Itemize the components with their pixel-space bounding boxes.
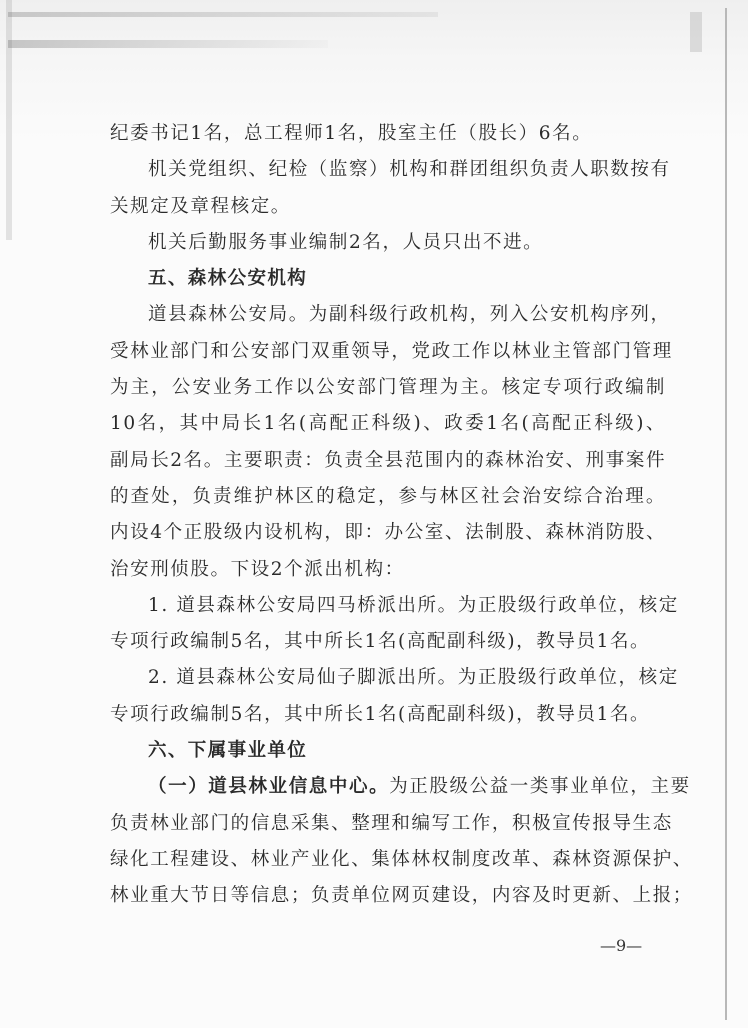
- paragraph-line: 纪委书记1名，总工程师1名，股室主任（股长）6名。: [110, 123, 593, 144]
- page-number: —9—: [600, 936, 643, 955]
- unit-title: （一）道县林业信息中心。: [148, 776, 390, 798]
- paragraph-line: 为主，公安业务工作以公安部门管理为主。核定专项行政编制: [110, 377, 666, 399]
- scan-artifact: [8, 12, 438, 17]
- page-edge-line: [725, 8, 727, 1020]
- paragraph-line: 治安刑侦股。下设2个派出机构：: [110, 558, 405, 580]
- section-heading-subordinate-units: 六、下属事业单位: [148, 740, 308, 762]
- section-heading-forest-police: 五、森林公安机构: [148, 268, 308, 290]
- paragraph-line: 专项行政编制5名，其中所长1名(高配副科级)，教导员1名。: [110, 631, 651, 653]
- scan-artifact: [8, 40, 328, 48]
- paragraph-line: 机关党组织、纪检（监察）机构和群团组织负责人职数按有: [148, 159, 671, 181]
- paragraph-line: 10名，其中局长1名(高配正科级)、政委1名(高配正科级)、: [110, 413, 666, 435]
- unit-item-info-center: [110, 769, 691, 805]
- paragraph-line: 林业重大节日等信息；负责单位网页建设，内容及时更新、上报；: [110, 885, 693, 907]
- paragraph-line: 副局长2名。主要职责：负责全县范围内的森林治安、刑事案件: [110, 449, 667, 471]
- paragraph-line: 的查处，负责维护林区的稳定，参与林区社会治安综合治理。: [110, 485, 666, 507]
- paragraph-line: 关规定及章程核定。: [110, 195, 291, 217]
- unit-description: 为正股级公益一类事业单位，主要: [389, 776, 691, 798]
- document-body: [110, 116, 693, 915]
- paragraph-line: 机关后勤服务事业编制2名，人员只出不进。: [148, 231, 544, 253]
- paragraph-line: 负责林业部门的信息采集、整理和编写工作，积极宣传报导生态: [110, 812, 673, 834]
- paragraph-line: 专项行政编制5名，其中所长1名(高配副科级)，教导员1名。: [110, 703, 651, 725]
- station-item-simaqiao: 1. 道县森林公安局四马桥派出所。为正股级行政单位，核定: [148, 594, 679, 616]
- paragraph-line: 道县森林公安局。为副科级行政机构，列入公安机构序列，: [148, 304, 671, 326]
- paragraph-line: 受林业部门和公安部门双重领导，党政工作以林业主管部门管理: [110, 340, 673, 362]
- paragraph-line: 绿化工程建设、林业产业化、集体林权制度改革、森林资源保护、: [110, 848, 693, 870]
- scan-artifact: [690, 12, 702, 52]
- paragraph-line: 内设4个正股级内设机构，即：办公室、法制股、森林消防股、: [110, 522, 667, 544]
- station-item-xianzijiao: 2. 道县森林公安局仙子脚派出所。为正股级行政单位，核定: [148, 667, 679, 689]
- scan-artifact: [6, 0, 12, 240]
